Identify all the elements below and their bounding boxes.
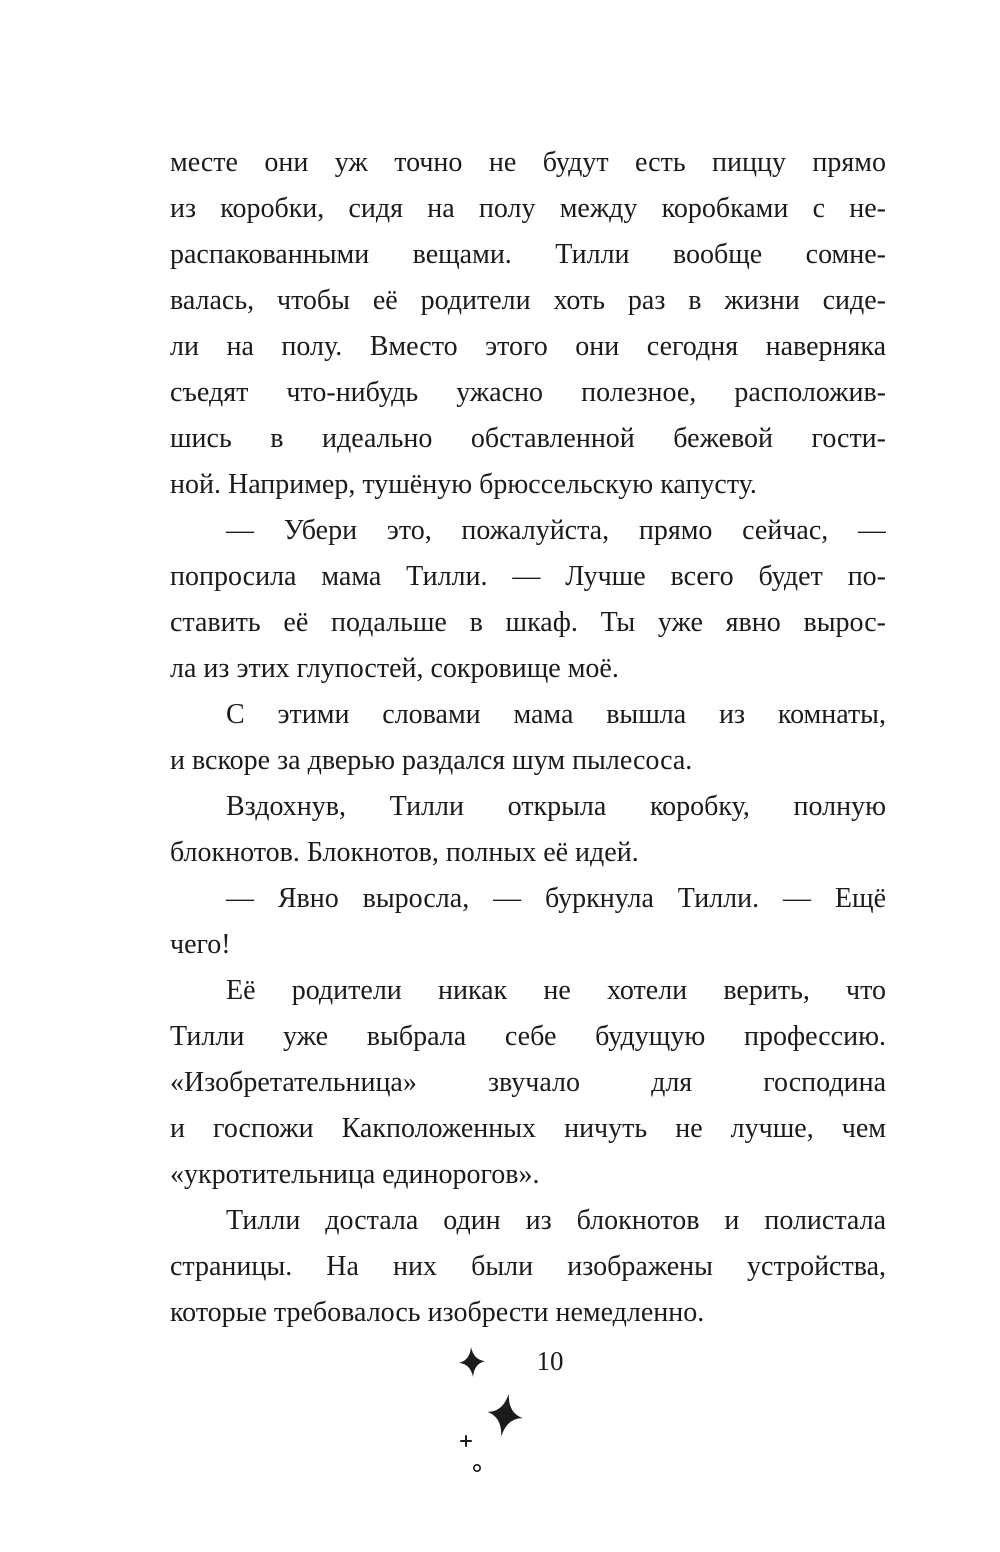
text-line: распакованными вещами. Тилли вообще сомне- <box>170 239 886 270</box>
text-line: блокнотов. Блокнотов, полных её идей. <box>170 837 639 868</box>
page-footer <box>0 1330 1000 1490</box>
text-line: С этими словами мама вышла из комнаты, <box>226 699 886 730</box>
text-line: попросила мама Тилли. — Лучше всего будет по- <box>170 561 886 592</box>
page-number: 10 <box>536 1346 564 1376</box>
sparkle-ornament <box>430 1330 530 1480</box>
text-line: и вскоре за дверью раздался шум пылесоса. <box>170 745 693 776</box>
text-line: Тилли уже выбрала себе будущую профессию. <box>170 1021 886 1052</box>
text-line: ла из этих глупостей, сокровище моё. <box>170 653 619 684</box>
text-line: ной. Например, тушёную брюссельскую капусту. <box>170 469 757 500</box>
paragraph <box>170 1198 886 1336</box>
paragraph <box>170 140 886 508</box>
text-line: ли на полу. Вместо этого они сегодня наверняка <box>170 331 886 362</box>
text-line: Её родители никак не хотели верить, что <box>226 975 886 1006</box>
paragraph <box>170 968 886 1198</box>
paragraph <box>170 692 886 784</box>
paragraph <box>170 508 886 692</box>
text-line: чего! <box>170 929 231 960</box>
text-line: «Изобретательница» звучало для господина <box>170 1067 886 1098</box>
text-line: которые требовалось изобрести немедленно. <box>170 1297 705 1328</box>
dot-circle-icon <box>474 1465 480 1471</box>
text-line: — Убери это, пожалуйста, прямо сейчас, — <box>226 515 886 546</box>
text-line: из коробки, сидя на полу между коробками с не- <box>170 193 886 224</box>
text-line: — Явно выросла, — буркнула Тилли. — Ещё <box>226 883 886 914</box>
plus-icon <box>461 1436 471 1446</box>
text-line: и госпожи Какположенных ничуть не лучше, чем <box>170 1113 886 1144</box>
sparkle-large-icon <box>483 1390 526 1440</box>
text-line: Тилли достала один из блокнотов и полистала <box>226 1205 886 1236</box>
text-line: «укротительница единорогов». <box>170 1159 540 1190</box>
sparkle-small-icon <box>458 1346 486 1378</box>
text-block <box>170 140 886 1336</box>
paragraph <box>170 784 886 876</box>
text-line: месте они уж точно не будут есть пиццу прямо <box>170 147 886 178</box>
text-line: шись в идеально обставленной бежевой гости- <box>170 423 886 454</box>
text-line: страницы. На них были изображены устройства, <box>170 1251 886 1282</box>
text-line: валась, чтобы её родители хоть раз в жизни сиде- <box>170 285 886 316</box>
text-line: ставить её подальше в шкаф. Ты уже явно вырос- <box>170 607 886 638</box>
text-line: Вздохнув, Тилли открыла коробку, полную <box>226 791 886 822</box>
text-line: съедят что-нибудь ужасно полезное, расположив- <box>170 377 886 408</box>
paragraph <box>170 876 886 968</box>
